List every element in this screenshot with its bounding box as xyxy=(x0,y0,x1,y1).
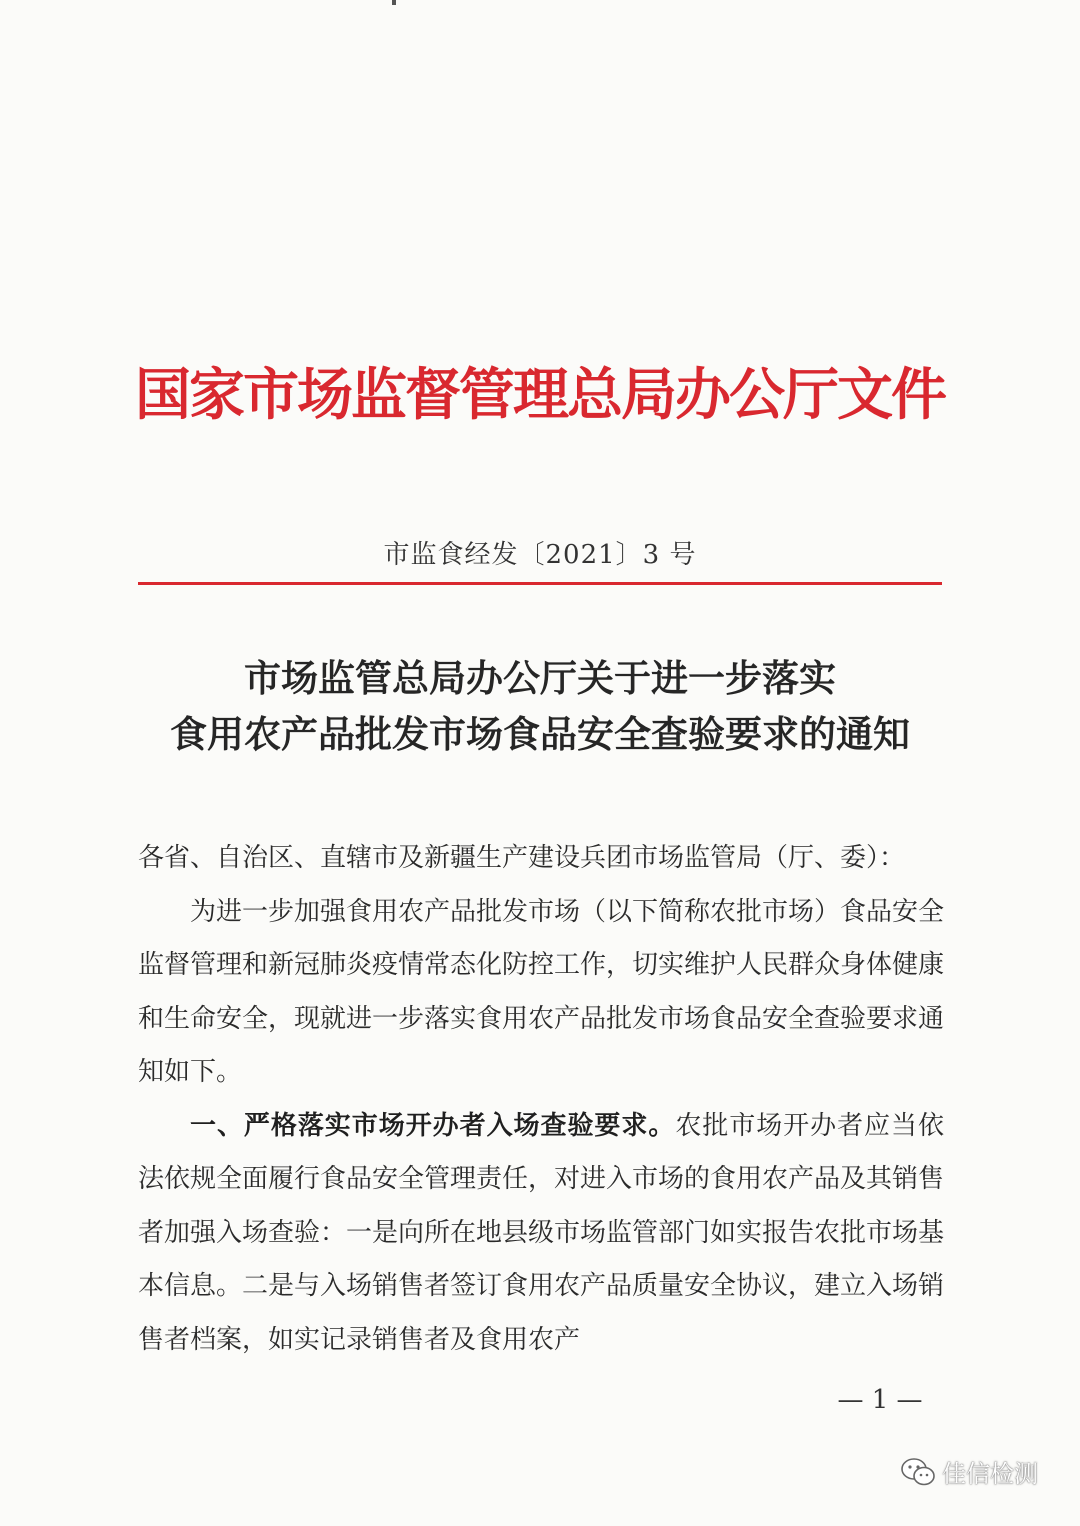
document-number: 市监食经发〔2021〕3 号 xyxy=(383,540,697,570)
watermark-text: 佳信检测 xyxy=(942,1460,1038,1488)
notice-title xyxy=(100,650,980,762)
red-divider-line xyxy=(138,582,942,585)
notice-title-line-1: 市场监管总局办公厅关于进一步落实 xyxy=(244,656,836,700)
scan-mark xyxy=(392,0,396,5)
section-1-text: 农批市场开办者应当依法依规全面履行食品安全管理责任，对进入市场的食用农产品及其销售者加强入场查验：一是向所在地县级市场监管部门如实报告农批市场基本信息。二是与入场销售者签订食用农产品质量安全协议，建立入场销售者档案，如实记录销售者及食用农产 xyxy=(138,1110,945,1355)
paragraph-intro: 为进一步加强食用农产品批发市场（以下简称农批市场）食品安全监督管理和新冠肺炎疫情常态化防控工作，切实维护人民群众身体健康和生命安全，现就进一步落实食用农产品批发市场食品安全查验要求通知如下。 xyxy=(138,896,945,1087)
salutation: 各省、自治区、直辖市及新疆生产建设兵团市场监管局（厅、委）： xyxy=(138,843,906,873)
watermark xyxy=(900,1454,1038,1489)
page-number: — 1 — xyxy=(837,1385,923,1415)
wechat-icon xyxy=(900,1457,936,1487)
document-body xyxy=(138,832,944,1367)
document-header-title: 国家市场监督管理总局办公厅文件 xyxy=(135,362,945,428)
notice-title-line-2: 食用农产品批发市场食品安全查验要求的通知 xyxy=(170,712,910,756)
section-1-heading: 一、严格落实市场开办者入场查验要求。 xyxy=(190,1110,676,1141)
paragraph-section-1 xyxy=(138,1100,944,1368)
